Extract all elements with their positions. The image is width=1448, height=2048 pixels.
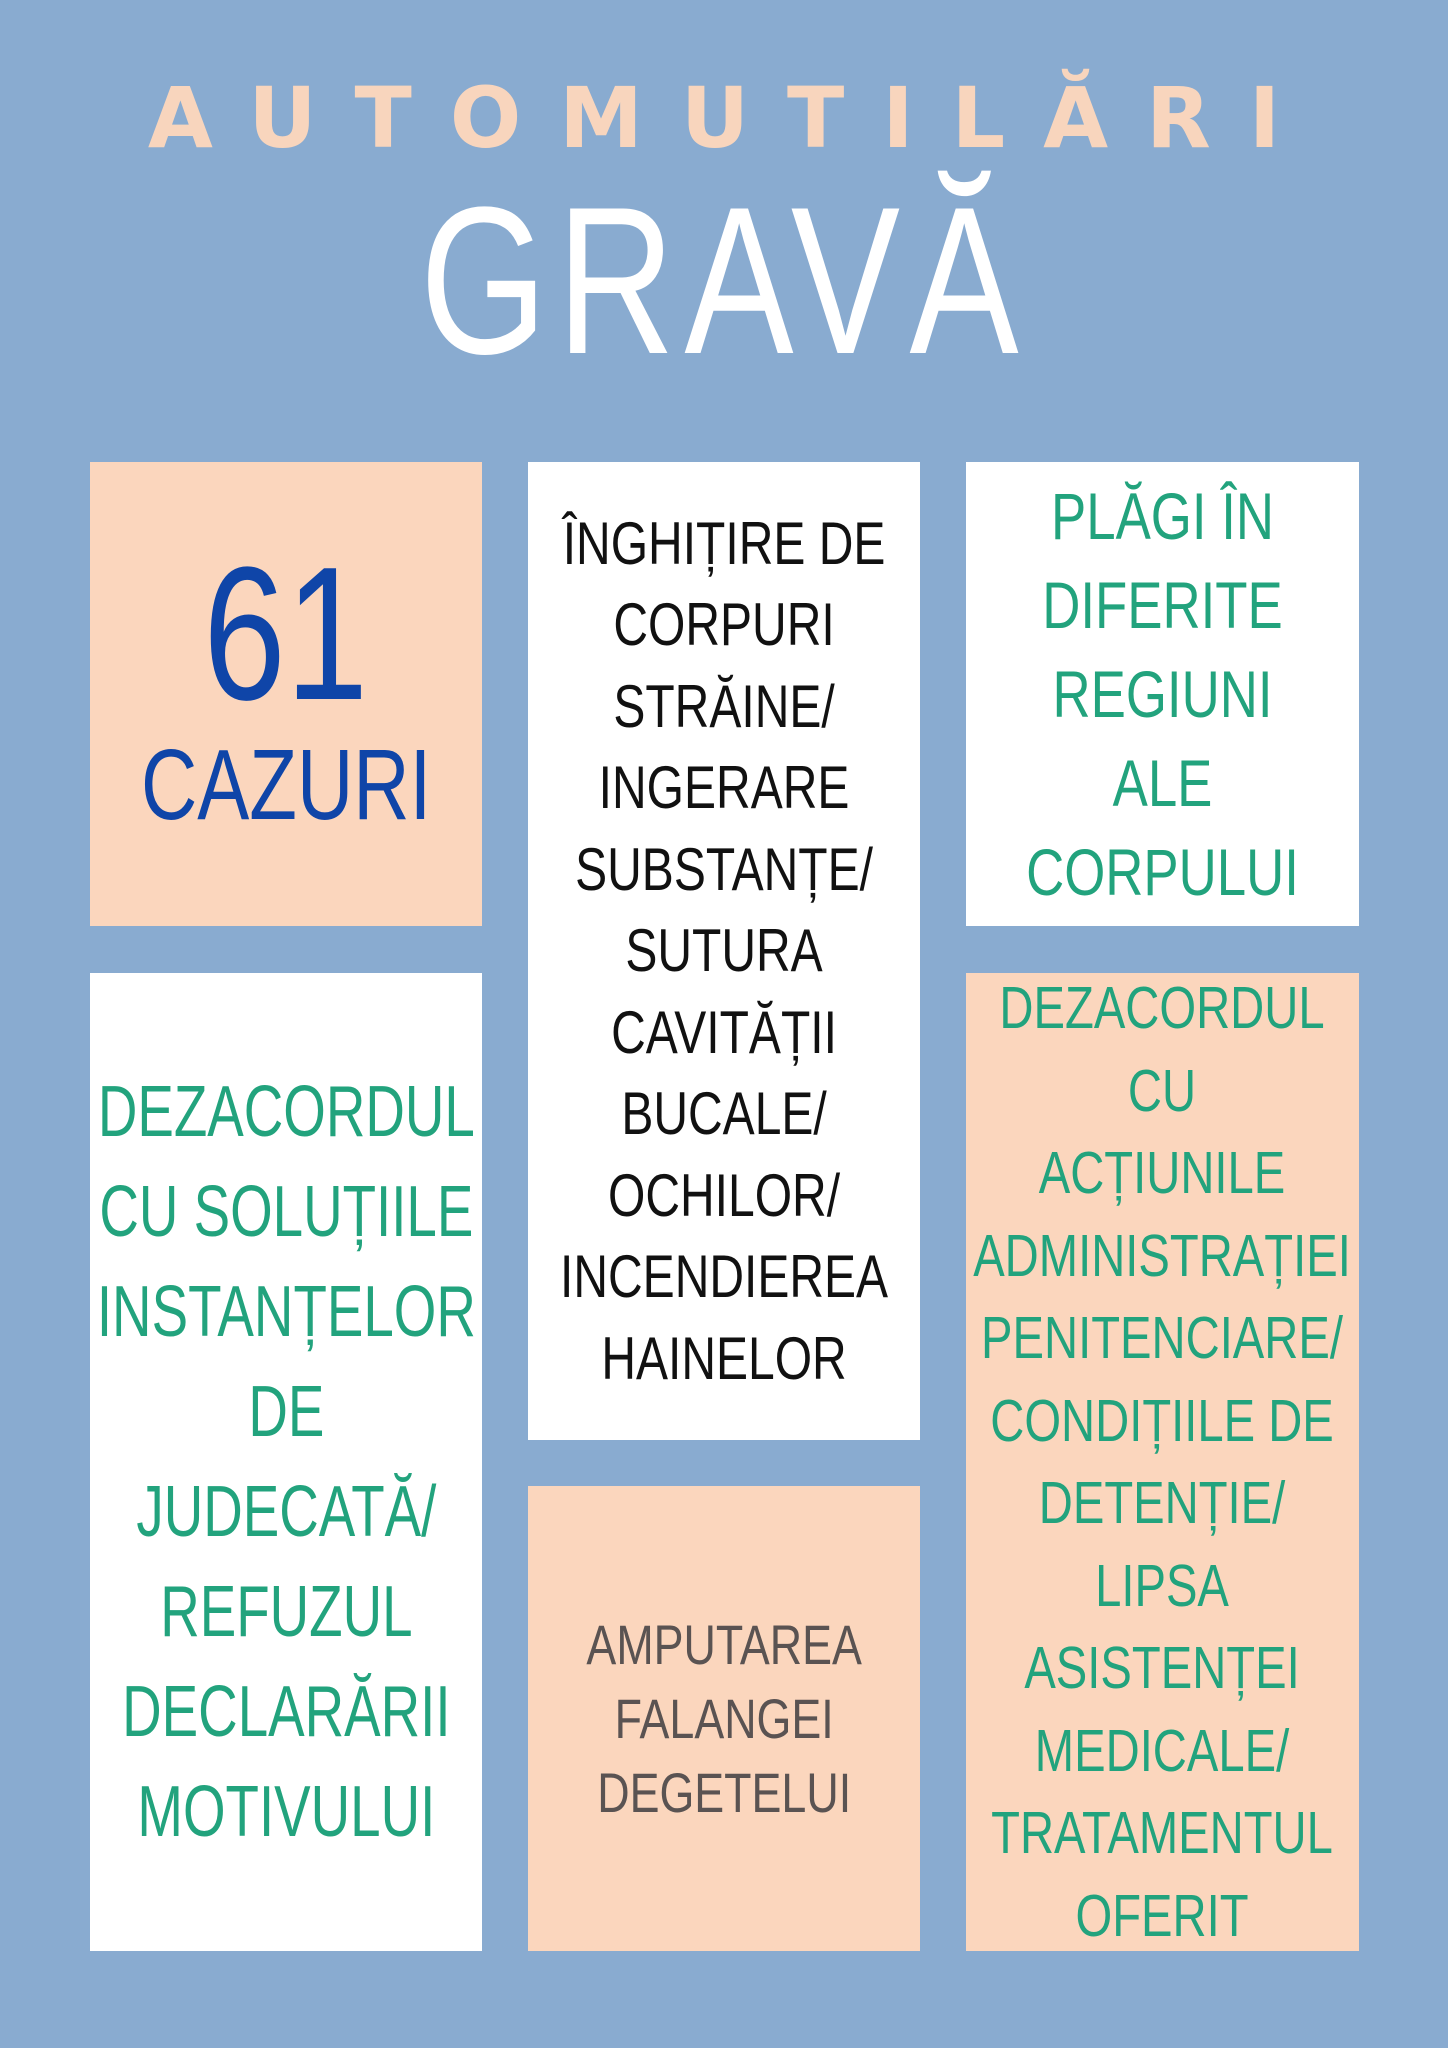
body-wounds-card [966,462,1359,926]
court-disagreement-card [90,973,482,1951]
case-count-number: 61 [203,528,369,740]
body-wounds-text: PLĂGI ÎN DIFERITE REGIUNI ALE CORPULUI [1026,478,1299,909]
finger-amputation-card [528,1486,920,1951]
finger-amputation-text: AMPUTAREA FALANGEI DEGETELUI [586,1612,862,1824]
foreign-body-ingestion-card [528,462,920,1440]
case-count-unit: CAZURI [140,729,432,841]
court-disagreement-text: DEZACORDUL CU SOLUȚIILE INSTANȚELOR DE JUDECATĂ/ REFUZUL DECLARĂRII MOTIVULUI [96,1072,476,1852]
administration-disagreement-card [966,973,1359,1951]
foreign-body-ingestion-text: ÎNGHIȚIRE DE CORPURI STRĂINE/ INGERARE SUBSTANȚE/ SUTURA CAVITĂȚII BUCALE/ OCHILOR/ INCENDIEREA HAINELOR [559,509,889,1392]
poster-subtitle: AUTOMUTILĂRI [147,69,1319,167]
poster-title: GRAVĂ [419,163,1029,398]
case-count-card [90,462,482,926]
administration-disagreement-text: DEZACORDUL CU ACȚIUNILE ADMINISTRAȚIEI PENITENCIARE/ CONDIȚIILE DE DETENȚIE/ LIPSA ASISTENȚEI MEDICALE/ TRATAMENTUL OFERIT [973,975,1352,1949]
